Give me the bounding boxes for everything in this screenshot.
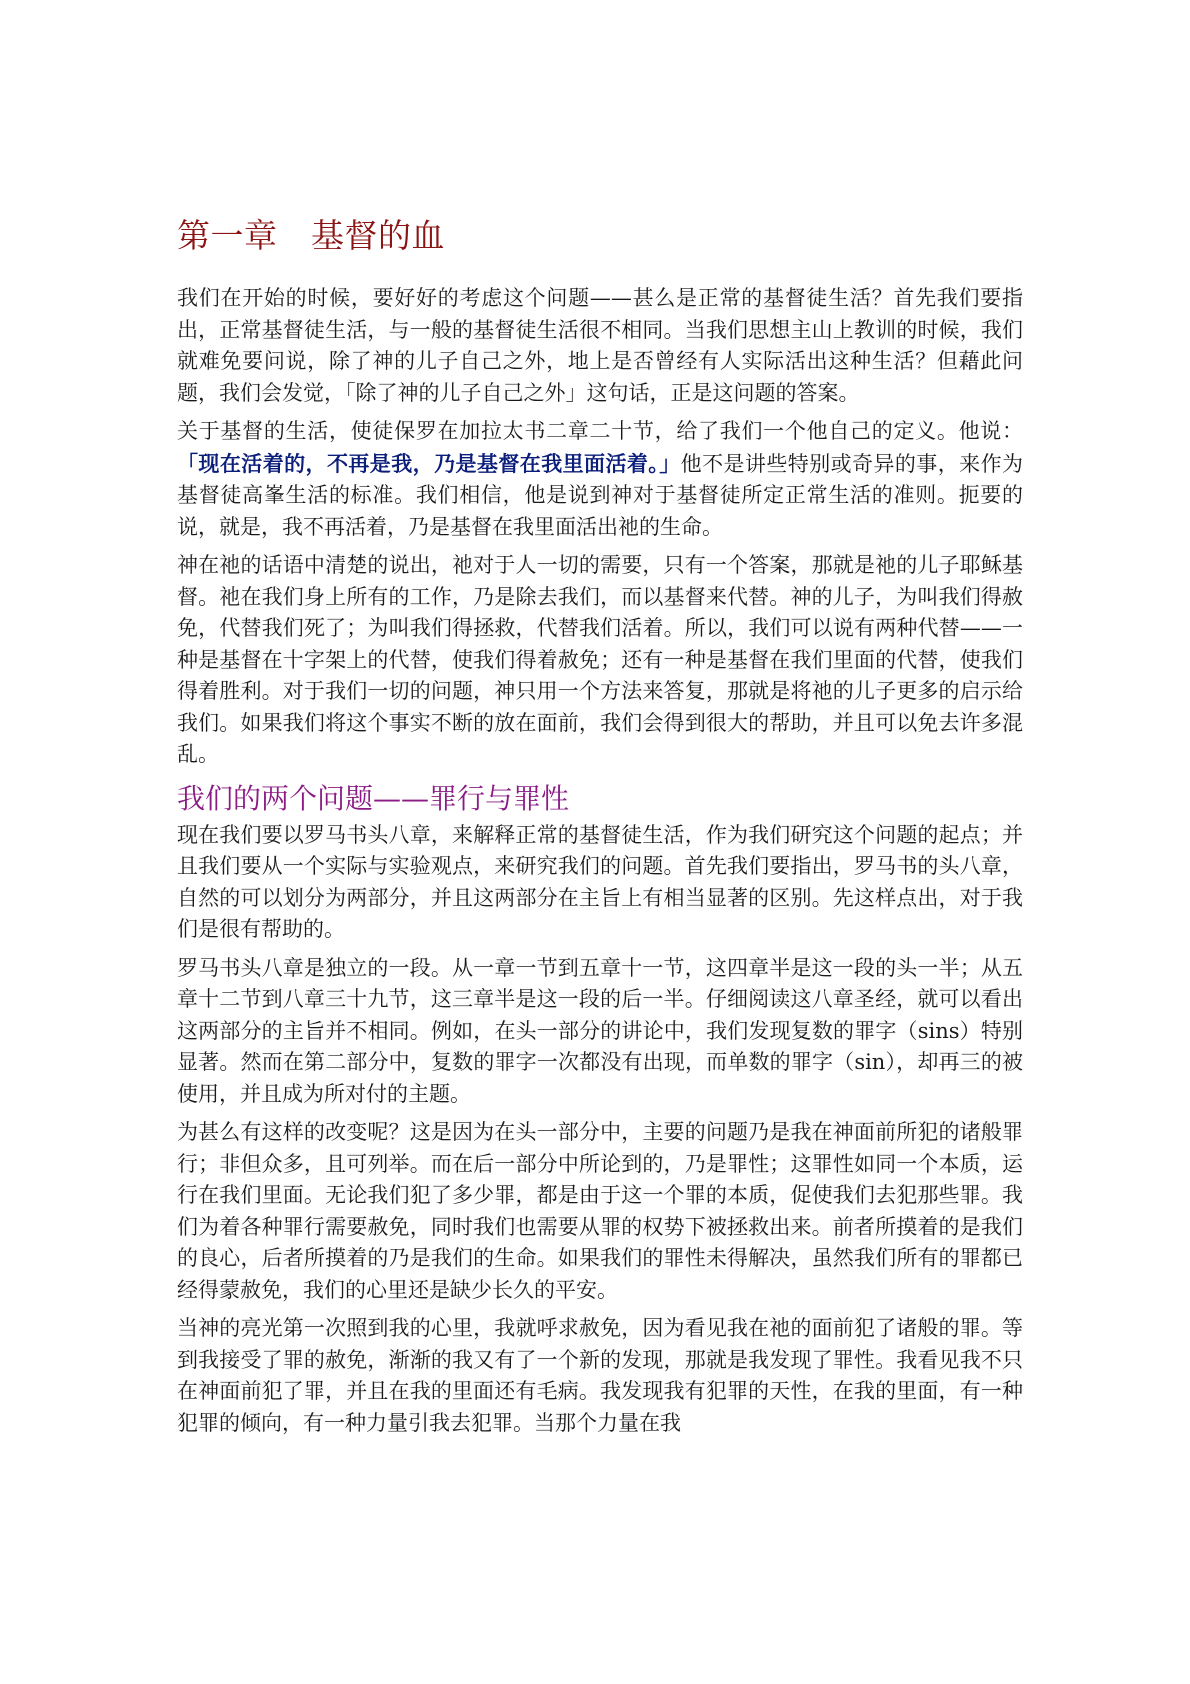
section-paragraph-3: 为甚么有这样的改变呢？这是因为在头一部分中，主要的问题乃是我在神面前所犯的诸般罪行；非但众多，且可列举。而在后一部分中所论到的，乃是罪性；这罪性如同一个本质，运行在我们里面。无论我们犯了多少罪，都是由于这一个罪的本质，促使我们去犯那些罪。我们为着各种罪行需要赦免，同时我们也需要从罪的权势下被拯救出来。前者所摸着的是我们的良心，后者所摸着的乃是我们的生命。如果我们的罪性未得解决，虽然我们所有的罪都已经得蒙赦免，我们的心里还是缺少长久的平安。: [177, 1120, 1023, 1302]
paragraph-galatians: [177, 416, 1023, 543]
paragraph-galatians-lead: 关于基督的生活，使徒保罗在加拉太书二章二十节，给了我们一个他自己的定义。他说：: [177, 419, 1023, 443]
scripture-quote: 「现在活着的，不再是我，乃是基督在我里面活着。」: [177, 450, 681, 476]
paragraph-intro: 我们在开始的时候，要好好的考虑这个问题——甚么是正常的基督徒生活？首先我们要指出，正常基督徒生活，与一般的基督徒生活很不相同。当我们思想主山上教训的时候，我们就难免要问说，除了神的儿子自己之外，地上是否曾经有人实际活出这种生活？但藉此问题，我们会发觉，「除了神的儿子自己之外」这句话，正是这问题的答案。: [177, 286, 1023, 405]
section-paragraph-4: 当神的亮光第一次照到我的心里，我就呼求赦免，因为看见我在祂的面前犯了诸般的罪。等到我接受了罪的赦免，渐渐的我又有了一个新的发现，那就是我发现了罪性。我看见我不只在神面前犯了罪，并且在我的里面还有毛病。我发现我有犯罪的天性，在我的里面，有一种犯罪的倾向，有一种力量引我去犯罪。当那个力量在我: [177, 1316, 1023, 1435]
section-paragraph-2: 罗马书头八章是独立的一段。从一章一节到五章十一节，这四章半是这一段的头一半；从五章十二节到八章三十九节，这三章半是这一段的后一半。仔细阅读这八章圣经，就可以看出这两部分的主旨并不相同。例如，在头一部分的讲论中，我们发现复数的罪字（sins）特别显著。然而在第二部分中，复数的罪字一次都没有出现，而单数的罪字（sin），却再三的被使用，并且成为所对付的主题。: [177, 955, 1023, 1106]
section-heading: 我们的两个问题——罪行与罪性: [177, 781, 570, 815]
paragraph-galatians-rest: 他不是讲些特别或奇异的事，来作为基督徒高峯生活的标准。我们相信，他是说到神对于基督徒所定正常生活的准则。扼要的说，就是，我不再活着，乃是基督在我里面活出祂的生命。: [177, 451, 1024, 539]
chapter-title: 第一章 基督的血: [177, 216, 445, 255]
section-paragraph-1: 现在我们要以罗马书头八章，来解释正常的基督徒生活，作为我们研究这个问题的起点；并且我们要从一个实际与实验观点，来研究我们的问题。首先我们要指出，罗马书的头八章，自然的可以划分为两部分，并且这两部分在主旨上有相当显著的区别。先这样点出，对于我们是很有帮助的。: [177, 822, 1023, 941]
document-page: [177, 213, 1023, 1446]
paragraph-substitution: 神在祂的话语中清楚的说出，祂对于人一切的需要，只有一个答案，那就是祂的儿子耶稣基督。祂在我们身上所有的工作，乃是除去我们，而以基督来代替。神的儿子，为叫我们得赦免，代替我们死了；为叫我们得拯救，代替我们活着。所以，我们可以说有两种代替——一种是基督在十字架上的代替，使我们得着赦免；还有一种是基督在我们里面的代替，使我们得着胜利。对于我们一切的问题，神只用一个方法来答复，那就是将祂的儿子更多的启示给我们。如果我们将这个事实不断的放在面前，我们会得到很大的帮助，并且可以免去许多混乱。: [177, 553, 1023, 766]
